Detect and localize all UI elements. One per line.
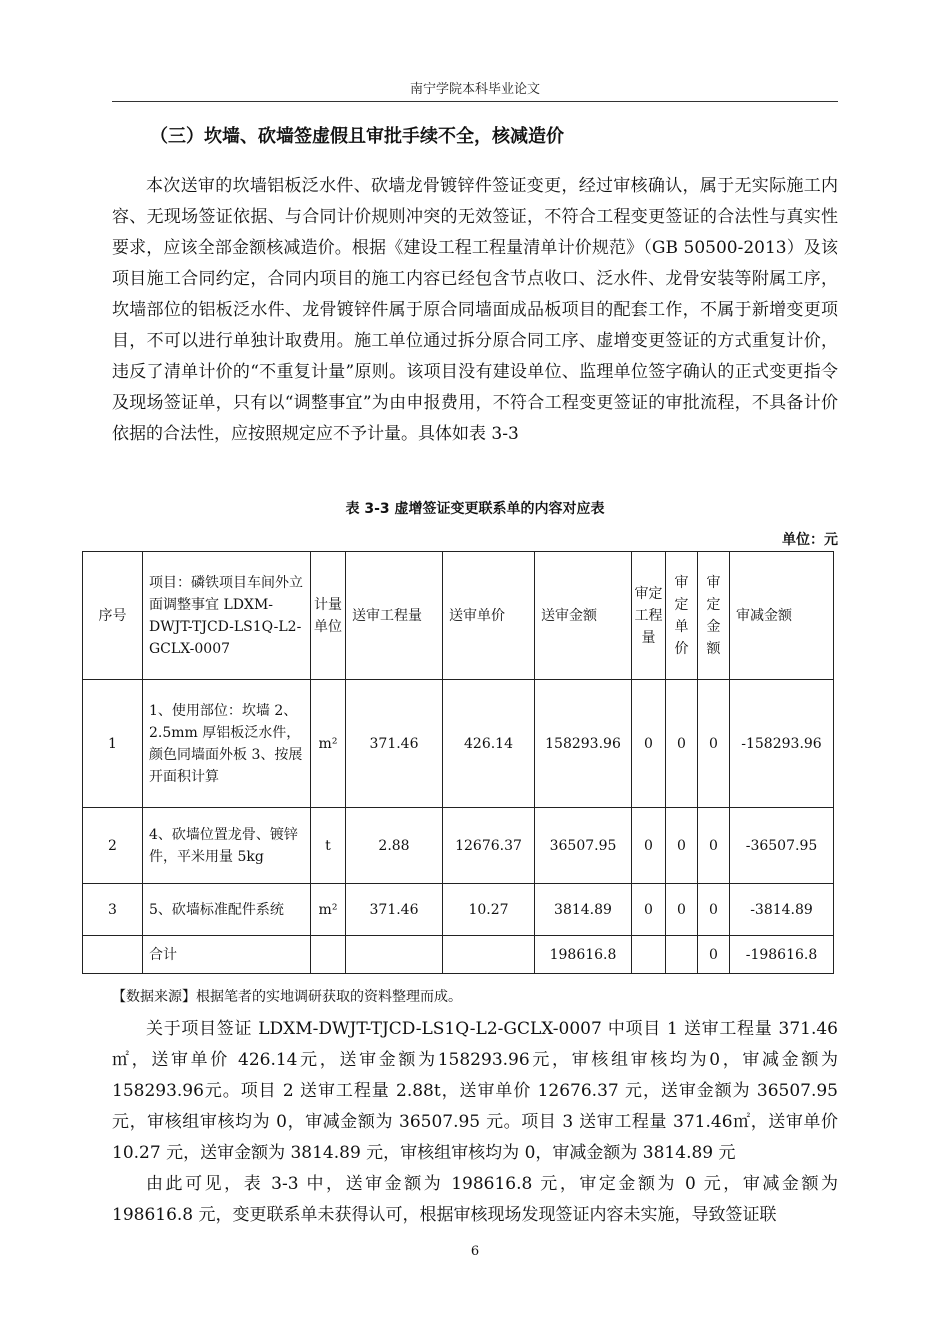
table-row — [83, 680, 834, 808]
table-total-row — [83, 936, 834, 974]
header-approved-qty: 审定工程量 — [632, 552, 666, 680]
row-approved-qty: 0 — [632, 680, 666, 808]
header-divider — [112, 101, 838, 102]
header-unit: 计量单位 — [311, 552, 346, 680]
row-reduction: -3814.89 — [730, 884, 834, 936]
header-reduction: 审减金额 — [730, 552, 834, 680]
table-row — [83, 808, 834, 884]
row-unit: t — [311, 808, 346, 884]
row-amount: 158293.96 — [535, 680, 632, 808]
row-approved-price: 0 — [666, 680, 698, 808]
table-caption: 表 3-3 虚增签证变更联系单的内容对应表 — [345, 501, 605, 517]
row-qty: 371.46 — [346, 680, 443, 808]
header-amount: 送审金额 — [535, 552, 632, 680]
row-desc: 5、砍墙标准配件系统 — [143, 884, 311, 936]
section-heading: （三）坎墙、砍墙签虚假且审批手续不全，核减造价 — [150, 126, 564, 147]
total-approved-amount: 0 — [698, 936, 730, 974]
row-reduction: -36507.95 — [730, 808, 834, 884]
total-amount: 198616.8 — [535, 936, 632, 974]
total-label: 合计 — [143, 936, 311, 974]
header-project: 项目：磷铁项目车间外立面调整事宜 LDXM-DWJT-TJCD-LS1Q-L2-GCLX-0007 — [143, 552, 311, 680]
row-approved-amount: 0 — [698, 808, 730, 884]
row-desc: 4、砍墙位置龙骨、镀锌件，平米用量 5kg — [143, 808, 311, 884]
row-price: 12676.37 — [443, 808, 535, 884]
table-unit-label: 单位：元 — [782, 532, 838, 548]
row-approved-amount: 0 — [698, 680, 730, 808]
row-approved-qty: 0 — [632, 884, 666, 936]
total-reduction: -198616.8 — [730, 936, 834, 974]
row-approved-amount: 0 — [698, 884, 730, 936]
row-qty: 371.46 — [346, 884, 443, 936]
header-price: 送审单价 — [443, 552, 535, 680]
table-row — [83, 884, 834, 936]
body-paragraph-2: 关于项目签证 LDXM-DWJT-TJCD-LS1Q-L2-GCLX-0007 中项目 1 送审工程量 371.46㎡，送审单价 426.14元，送审金额为158293.96元，审核组审核均为0，审减金额为158293.96元。项目 2 送审工程量 2.88t，送审单价 12676.37 元，送审金额为 36507.95 元，审核组审核均为 0，审减金额为 36507.95 元。项目 3 送审工程量 371.46㎡，送审单价 10.27 元，送审金额为 3814.89 元，审核组审核均为 0，审减金额为 3814.89 元 — [112, 1019, 838, 1163]
row-seq: 1 — [83, 680, 143, 808]
row-price: 426.14 — [443, 680, 535, 808]
row-seq: 2 — [83, 808, 143, 884]
row-price: 10.27 — [443, 884, 535, 936]
total-seq — [83, 936, 143, 974]
row-approved-price: 0 — [666, 808, 698, 884]
row-amount: 3814.89 — [535, 884, 632, 936]
row-amount: 36507.95 — [535, 808, 632, 884]
row-desc: 1、使用部位：坎墙 2、2.5mm 厚铝板泛水件，颜色同墙面外板 3、按展开面积计算 — [143, 680, 311, 808]
row-unit: m² — [311, 884, 346, 936]
row-unit: m² — [311, 680, 346, 808]
header-seq: 序号 — [83, 552, 143, 680]
data-source-note: 【数据来源】根据笔者的实地调研获取的资料整理而成。 — [112, 989, 462, 1005]
header-approved-price: 审定单价 — [666, 552, 698, 680]
row-seq: 3 — [83, 884, 143, 936]
header-approved-amount: 审定金额 — [698, 552, 730, 680]
row-approved-qty: 0 — [632, 808, 666, 884]
row-approved-price: 0 — [666, 884, 698, 936]
table-header-row — [83, 552, 834, 680]
header-qty: 送审工程量 — [346, 552, 443, 680]
row-reduction: -158293.96 — [730, 680, 834, 808]
body-paragraph-3: 由此可见，表 3-3 中，送审金额为 198616.8 元，审定金额为 0 元，审减金额为 198616.8 元，变更联系单未获得认可，根据审核现场发现签证内容未实施，导致签证联 — [112, 1174, 838, 1225]
data-table — [82, 551, 834, 974]
body-paragraph-1: 本次送审的坎墙铝板泛水件、砍墙龙骨镀锌件签证变更，经过审核确认，属于无实际施工内容、无现场签证依据、与合同计价规则冲突的无效签证，不符合工程变更签证的合法性与真实性要求，应该全部金额核减造价。根据《建设工程工程量清单计价规范》（GB 50500-2013）及该项目施工合同约定，合同内项目的施工内容已经包含节点收口、泛水件、龙骨安装等附属工序，坎墙部位的铝板泛水件、龙骨镀锌件属于原合同墙面成品板项目的配套工作，不属于新增变更项目，不可以进行单独计取费用。施工单位通过拆分原合同工序、虚增变更签证的方式重复计价，违反了清单计价的“不重复计量”原则。该项目没有建设单位、监理单位签字确认的正式变更指令及现场签证单，只有以“调整事宜”为由申报费用，不符合工程变更签证的审批流程，不具备计价依据的合法性，应按照规定应不予计量。具体如表 3-3 — [112, 176, 838, 444]
page-number: 6 — [470, 1244, 480, 1259]
row-qty: 2.88 — [346, 808, 443, 884]
page-header: 南宁学院本科毕业论文 — [409, 82, 540, 97]
